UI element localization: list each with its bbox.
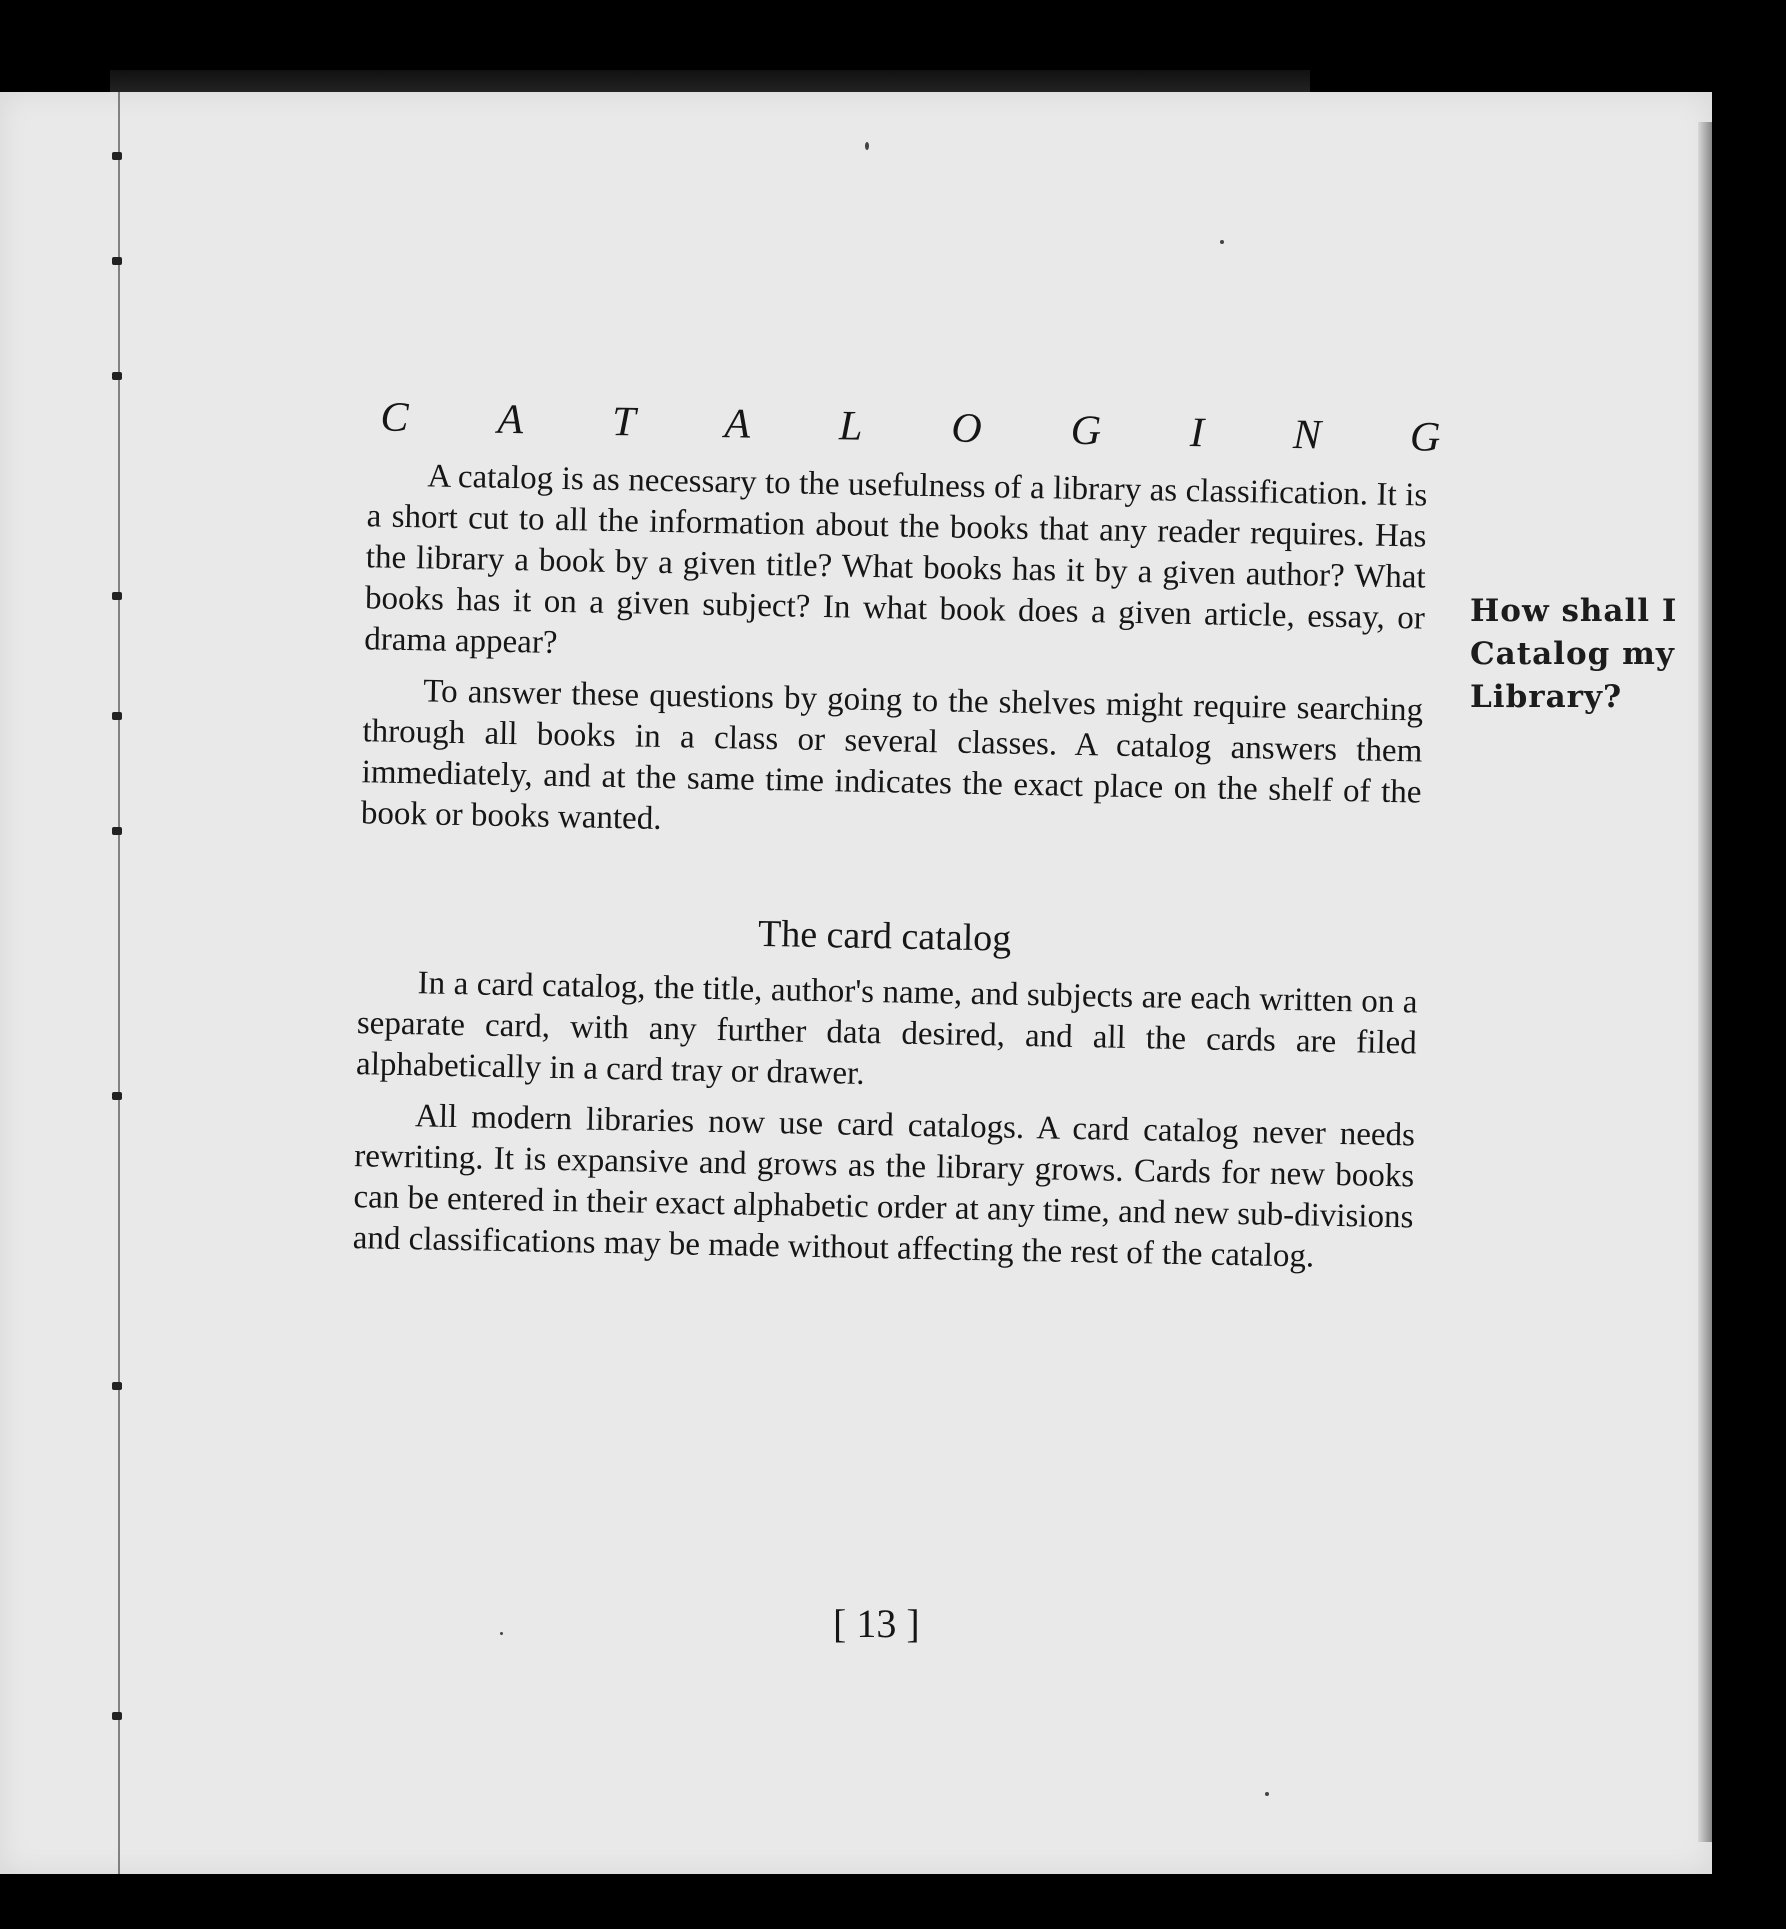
chapter-title-letter: G [1070, 407, 1102, 455]
marginal-note-line: How shall I [1470, 593, 1678, 629]
binding-mark [112, 1712, 122, 1720]
dust-speck [1265, 1792, 1269, 1796]
chapter-title-letter: L [838, 403, 863, 450]
chapter-title-letter: A [497, 396, 524, 444]
dust-speck [865, 142, 869, 150]
chapter-title-letter: O [950, 405, 983, 453]
chapter-title-letter: A [724, 401, 751, 448]
marginal-note [1470, 590, 1700, 719]
binding-line [118, 92, 120, 1874]
binding-mark [112, 827, 122, 835]
binding-mark [112, 152, 122, 160]
intro-paragraph: A catalog is as necessary to the usefulness of a library as classification. It is a short cut to all the information about the books that any reader requires. Has the library a book by a given title? What books has it by a given author? What books has it on a given subject? In what book does a given article, essay, or drama appear? [363, 458, 1428, 661]
section-heading: The card catalog [757, 912, 1012, 960]
page-number: [ 13 ] [833, 1601, 920, 1646]
intro-paragraph: To answer these questions by going to the shelves might require searching through all books in a class or several classes. A catalog answers them immediately, and at the same time indicates the exact place on the shelf of the book or books wanted. [360, 673, 1424, 837]
binding-mark [112, 257, 122, 265]
section-paragraph: In a card catalog, the title, author's name, and subjects are each written on a separate card, with any further data desired, and all the cards are filed alphabetically in a card tray or drawer. [355, 965, 1418, 1092]
section-paragraph: All modern libraries now use card catalogs. A card catalog never needs rewriting. It is expansive and grows as the library grows. Cards for new books can be entered in their exact alphabetic order at any time, and new sub-divisions and classifications may be made without affecting the rest of the catalog. [352, 1098, 1416, 1275]
chapter-title-letter: T [611, 398, 636, 446]
marginal-note-line: Library? [1470, 679, 1623, 715]
dust-speck [1220, 240, 1224, 244]
binding-mark [112, 1092, 122, 1100]
scan-top-edge [110, 70, 1310, 92]
binding-mark [112, 592, 122, 600]
chapter-title-letter: I [1189, 410, 1205, 457]
chapter-title-letter: N [1292, 412, 1322, 459]
binding-mark [112, 1382, 122, 1390]
marginal-note-line: Catalog my [1470, 636, 1675, 672]
page-right-edge [1698, 122, 1712, 1842]
dust-speck [500, 1632, 503, 1635]
page-text [338, 393, 1450, 1290]
binding-mark [112, 372, 122, 380]
binding-mark [112, 712, 122, 720]
chapter-title-letter: C [380, 394, 409, 442]
chapter-title-letter: G [1409, 414, 1441, 461]
